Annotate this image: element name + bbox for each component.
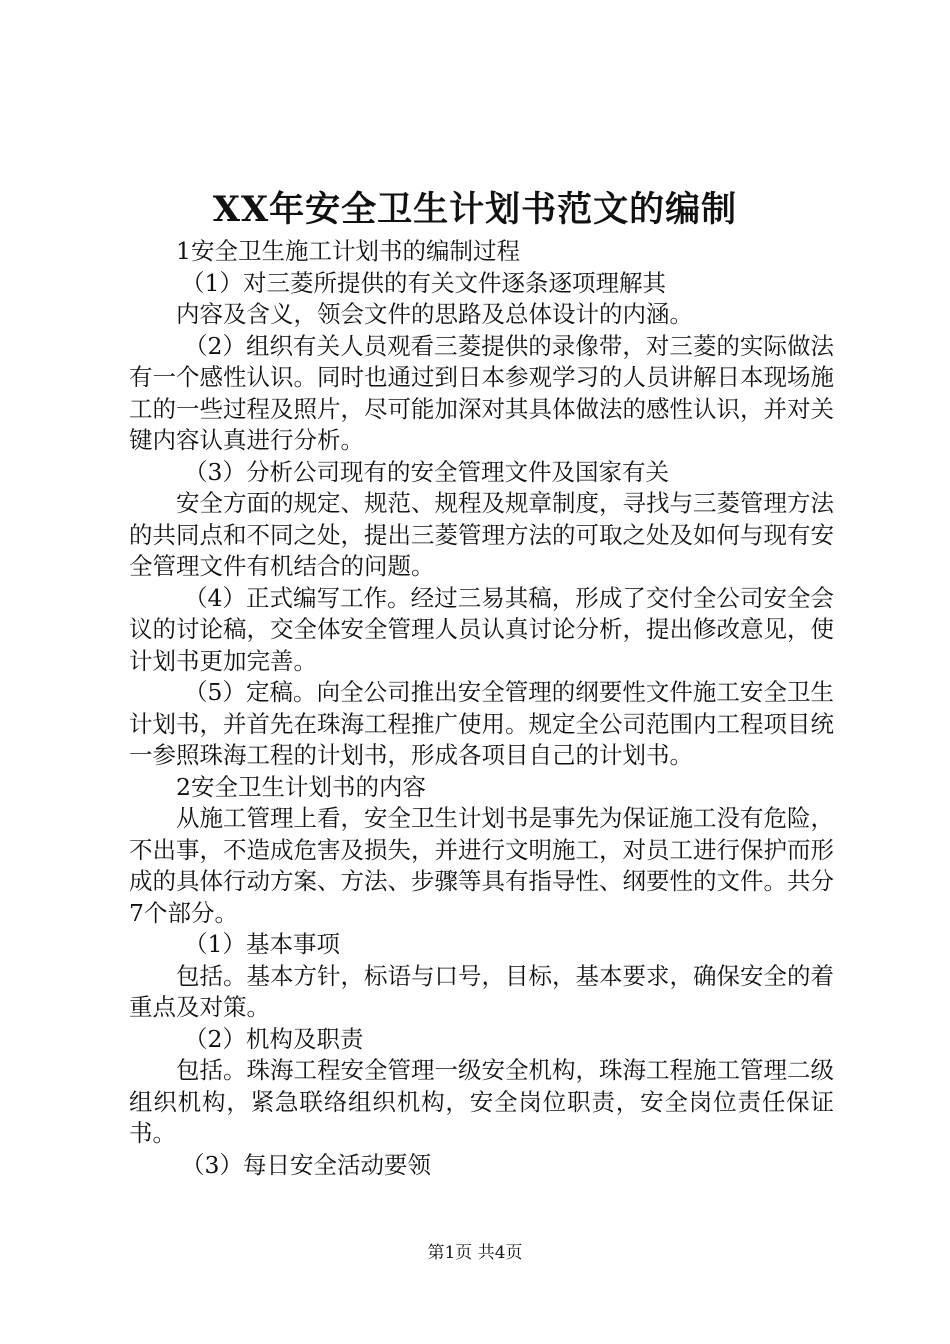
document-title: XX年安全卫生计划书范文的编制 — [212, 189, 738, 230]
paragraph: （4）正式编写工作。经过三易其稿，形成了交付全公司安全会议的讨论稿，交全体安全管理人员认真讨论分析，提出修改意见，使计划书更加完善。 — [129, 583, 834, 675]
subsection-heading: （3）每日安全活动要领 — [181, 1150, 431, 1179]
subsection-heading: （2）机构及职责 — [184, 1024, 364, 1053]
section-heading: 2安全卫生计划书的内容 — [176, 772, 426, 801]
paragraph: 内容及含义，领会文件的思路及总体设计的内涵。 — [176, 300, 693, 328]
subsection-heading: （1）基本事项 — [184, 930, 340, 958]
paragraph: 安全方面的规定、规范、规程及规章制度，寻找与三菱管理方法的共同点和不同之处，提出三菱管理方法的可取之处及如何与现有安全管理文件有机结合的问题。 — [129, 489, 834, 580]
paragraph: 从施工管理上看，安全卫生计划书是事先为保证施工没有危险，不出事，不造成危害及损失，并进行文明施工，对员工进行保护而形成的具体行动方案、方法、步骤等具有指导性、纲要性的文件。共分7个部分。 — [129, 804, 834, 927]
paragraph: （2）组织有关人员观看三菱提供的录像带，对三菱的实际做法有一个感性认识。同时也通过到日本参观学习的人员讲解日本现场施工的一些过程及照片，尽可能加深对其具体做法的感性认识，并对关键内容认真进行分析。 — [129, 331, 834, 454]
paragraph: （5）定稿。向全公司推出安全管理的纲要性文件施工安全卫生计划书，并首先在珠海工程推广使用。规定全公司范围内工程项目统一参照珠海工程的计划书，形成各项目自己的计划书。 — [129, 678, 834, 769]
paragraph: 包括。基本方针，标语与口号，目标，基本要求，确保安全的着重点及对策。 — [129, 961, 834, 1021]
page-footer: 第1页 共4页 — [427, 1243, 523, 1263]
paragraph: （1）对三菱所提供的有关文件逐条逐项理解其 — [181, 268, 666, 297]
paragraph: 包括。珠海工程安全管理一级安全机构，珠海工程施工管理二级组织机构，紧急联络组织机构，安全岗位职责，安全岗位责任保证书。 — [129, 1056, 834, 1147]
document-body — [129, 236, 834, 1181]
section-heading: 1安全卫生施工计划书的编制过程 — [176, 237, 520, 265]
paragraph: （3）分析公司现有的安全管理文件及国家有关 — [184, 457, 669, 486]
